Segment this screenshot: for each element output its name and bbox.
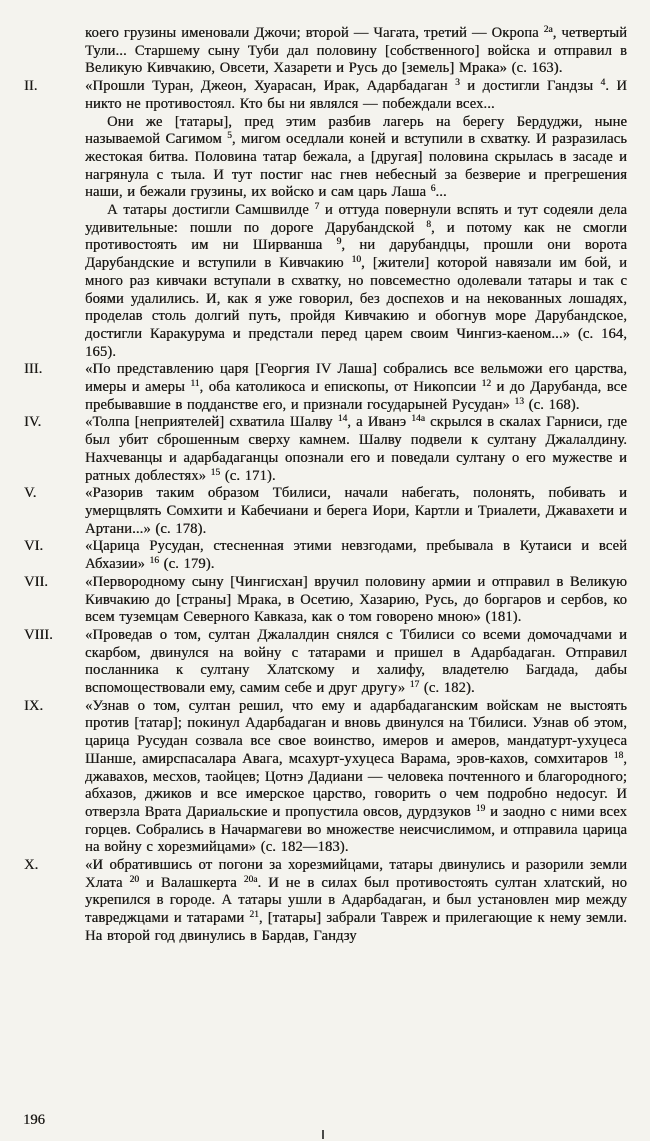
footnote-ref: 14 <box>337 414 348 425</box>
footnote-ref: 20а <box>243 874 258 885</box>
paragraph: «Толпа [неприятелей] схватила Шалву $^{14}$, а Иванэ $^{14а}$ скрылся в скалах Гарниси, где был убит сброшенным сверху камнем. Шалву подвели к султану Джалалдину. Нахчеванцы и адарбадаганцы опознали его и поведали султану о его мужестве и ратных доблестях» $^{15}$ (с. 171). <box>85 414 627 484</box>
footnote-ref: 4 <box>600 78 606 89</box>
item-body <box>85 25 627 78</box>
footnote-ref: 9 <box>336 237 342 248</box>
item-body <box>85 361 627 414</box>
footnote-ref: 20 <box>129 874 140 885</box>
footnote-ref: 8 <box>426 219 431 230</box>
footnote-ref: 3 <box>455 78 460 89</box>
quote-item <box>24 414 627 485</box>
footnote-ref: 5 <box>227 131 232 142</box>
item-numeral: IV. <box>24 414 42 431</box>
item-body <box>85 78 627 361</box>
quote-item <box>24 697 627 857</box>
footnote-ref: 7 <box>314 202 320 213</box>
text-block <box>24 25 628 946</box>
paragraph: «Прошли Туран, Джеон, Хуарасан, Ирак, Адарбадаган $^3$ и достигли Гандзы $^4$. И никто не противостоял. Кто бы ни являлся — побеждали всех... <box>85 78 627 112</box>
page-number: 196 <box>23 1112 45 1128</box>
item-body <box>85 698 627 857</box>
footnote-ref: 19 <box>475 803 486 814</box>
item-body <box>85 627 627 698</box>
paragraph: «По представлению царя [Георгия IV Лаша] собрались все вельможи его царства, имеры и амеры $^{11}$, оба католикоса и епископы, от Никопсии $^{12}$ и до Дарубанда, все пребывавшие в подданстве его, и признали государыней Русудан» $^{13}$ (с. 168). <box>85 361 627 413</box>
paragraph: Они же [татары], пред этим разбив лагерь на берегу Бердуджи, ныне называемой Сагимом $^5$, мигом оседлали коней и вступили в схватку. И разразилась жестокая битва. Половина татар бежала, а [другая] половина скрылась в засаде и нагрянула с тыла. И тут постиг нас гнев небесный за безверие и прегрешения наши, и бежали грузины, их войско и сам царь Лаша $^6$... <box>85 113 627 201</box>
item-numeral: VI. <box>24 538 44 555</box>
paragraph: «Разорив таким образом Тбилиси, начали набегать, полонять, побивать и умерщвлять Сомхити и Кабечиани и берега Иори, Картли и Триалети, Джавахети и Артани...» (с. 178). <box>85 485 627 537</box>
quote-item <box>24 485 627 538</box>
footnote-ref: 15 <box>210 467 221 478</box>
item-body <box>85 574 627 627</box>
item-body <box>85 414 627 485</box>
footnote-ref: 14а <box>411 414 425 425</box>
footnote-ref: 10 <box>351 255 362 266</box>
paragraph: коего грузины именовали Джочи; второй — Чагата, третий — Окропа $^{2а}$, четвертый Тули... Старшему сыну Туби дал половину [собственного] войска и отправил в Великую Кивчакию, Овсети, Хазарети и Русь до [земель] Мрака» (с. 163). <box>85 25 628 77</box>
item-body <box>85 485 627 538</box>
quote-item <box>24 857 628 946</box>
footnote-ref: 21 <box>249 910 259 921</box>
item-numeral: IX. <box>24 697 44 714</box>
footnote-ref: 13 <box>514 396 524 407</box>
item-numeral: VIII. <box>24 626 53 643</box>
quote-item <box>24 573 627 627</box>
paragraph: «Проведав о том, султан Джалалдин снялся с Тбилиси со всеми домочадчами и скарбом, двинулся на войну с татарами и пришел в Адарбадаган. Отправил посланника к султану Хлатскому и халифу, владетелю Багдада, дабы вспомоществовали ему, самим себе и друг другу» $^{17}$ (с. 182). <box>85 626 627 697</box>
quote-item <box>85 25 627 78</box>
paragraph: «Узнав о том, султан решил, что ему и адарбадаганским войскам не выстоять против [татар]; покинул Адарбадаган и вновь двинулся на Тбилиси. Узнав об этом, царица Русудан созвала все свое воинство, имеров и амеров, мандатурт-ухуцеса Шанше, амирспасалара Авага, мсахурт-ухуцеса Варама, эров-кахов, сомхитаров $^{18}$, джавахов, месхов, таойцев; Цотнэ Дадиани — человека почтенного и благородного; абхазов, джиков и все имерское царство, говорить о чем подробно недосуг. И отверзла Врата Дариальские и пропустила овсов, дурдзуков $^{19}$ и заодно с ними всех горцев. Собрались в Начармагеви во множестве неисчислимом, и отправила царица на войну с хорезмийцами» (с. 182—183). <box>85 697 627 856</box>
footnote-ref: 6 <box>430 184 436 195</box>
quote-item <box>24 361 627 414</box>
footnote-ref: 16 <box>149 556 159 567</box>
item-numeral: II. <box>24 78 38 95</box>
paragraph: «Первородному сыну [Чингисхан] вручил половину армии и отправил в Великую Кивчакию до [страны] Мрака, в Осетию, Хазарию, Русь, до боргаров и сербов, ко всем туземцам Северного Кавказа, как о том говорено мною» (181). <box>85 573 627 626</box>
footnote-ref: 17 <box>409 680 420 691</box>
footnote-ref: 12 <box>481 379 492 390</box>
quote-item <box>24 78 627 361</box>
item-numeral: V. <box>24 485 37 502</box>
item-body <box>85 857 627 946</box>
item-numeral: X. <box>24 857 39 874</box>
footnote-ref: 2а <box>543 25 553 35</box>
paragraph: «Царица Русудан, стесненная этими невзгодами, пребывала в Кутаиси и всей Абхазии» $^{16}$ (с. 179). <box>85 538 627 573</box>
footnote-ref: 18 <box>613 750 624 761</box>
quote-item <box>24 538 627 573</box>
paragraph: А татары достигли Самшвилде $^7$ и оттуда повернули вспять и тут содеяли дела удивительные: пошли по дороге Дарубандской $^8$, и потому как не смогли противостоять им ни Ширванша $^9$, ни дарубандцы, прошли они ворота Дарубандские и вступили в Кивчакию $^{10}$, [жители] которой навязали им бой, и много раз кивчаки вступали в схватку, но повсеместно одолевали татары и так с боями удалились. И, как я уже говорил, без доспехов и на некованных лошадях, проделав столь долгий путь, пройдя Кивчакию и обогнув море Дарубандское, достигли Каракурума и предстали перед царем своим Чингиз-каеном...» (с. 164, 165). <box>85 202 627 360</box>
scan-artifact <box>322 1130 324 1139</box>
item-numeral: VII. <box>24 573 48 590</box>
footnote-ref: 11 <box>190 379 200 390</box>
quote-item <box>24 626 627 698</box>
paragraph: «И обратившись от погони за хорезмийцами, татары двинулись и разорили земли Хлата $^{20}$ и Валашкерта $^{20а}$. И не в силах был противостоять султан хлатский, но укрепился в городе. А татары ушли в Адарбадаган, и был установлен мир между тавреджцами и татарами $^{21}$, [татары] забрали Тавреж и прилегающие к нему земли. На второй год двинулись в Бардав, Гандзу <box>85 857 628 944</box>
item-numeral: III. <box>24 361 43 378</box>
item-body <box>85 538 627 573</box>
